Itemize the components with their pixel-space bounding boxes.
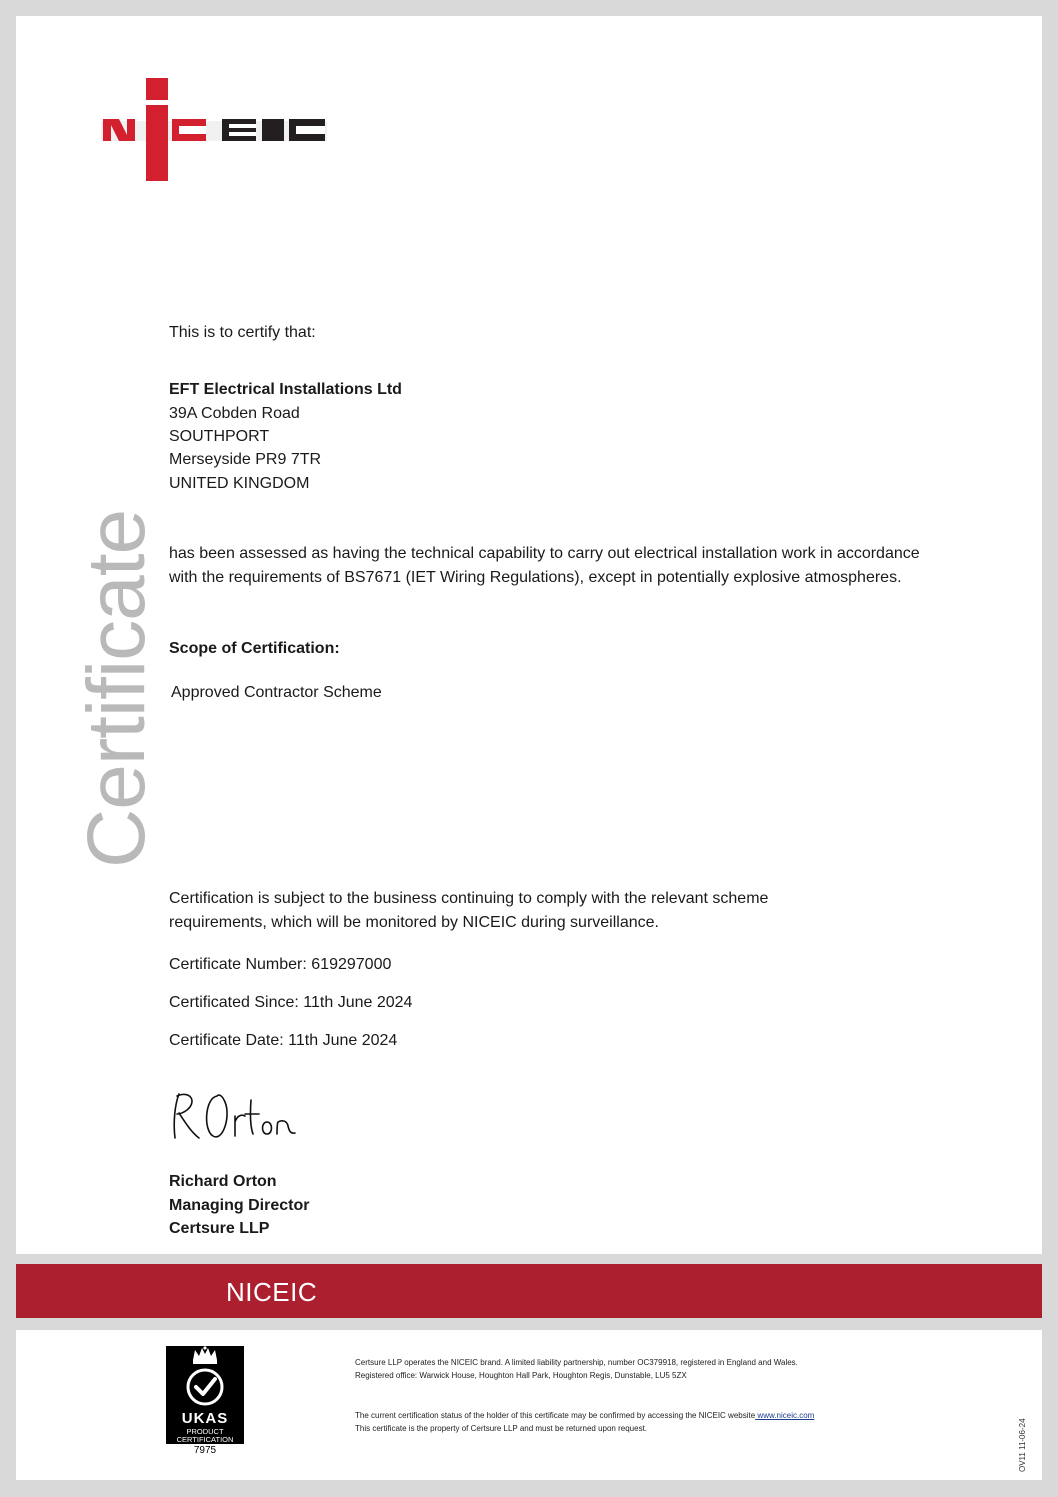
niceic-band <box>16 1264 1042 1318</box>
address-line: SOUTHPORT <box>169 428 270 445</box>
footer-line: Registered office: Warwick House, Houghton Hall Park, Houghton Regis, Dunstable, LU5 5ZX <box>355 1371 687 1380</box>
footer <box>16 1330 1042 1480</box>
ukas-label: UKAS <box>181 1410 229 1427</box>
footer-status-text: The current certification status of the holder of this certificate may be confirmed by accessing the NICEIC website <box>355 1411 756 1420</box>
certificated-since <box>169 991 412 1015</box>
company-name: EFT Electrical Installations Ltd <box>169 381 402 398</box>
ukas-mark <box>166 1346 244 1462</box>
certificate-sheet <box>16 16 1042 1254</box>
scope-value: Approved Contractor Scheme <box>171 684 382 701</box>
crown-icon <box>166 1346 244 1408</box>
certificate-number <box>169 953 391 977</box>
address-line: 39A Cobden Road <box>169 405 300 422</box>
ukas-number: 7975 <box>193 1445 217 1456</box>
intro-text: This is to certify that: <box>169 324 316 341</box>
certificate-watermark: Certificate <box>71 509 162 868</box>
conditions-text: Certification is subject to the business continuing to comply with the relevant scheme requirements, which will be monitored by NICEIC during surveillance. <box>169 890 769 931</box>
signatory-title: Managing Director <box>169 1197 310 1214</box>
version-code: OV11 11-06-24 <box>1018 1418 1027 1472</box>
certificate-number-value: 619297000 <box>311 956 392 973</box>
signatory-company: Certsure LLP <box>169 1220 270 1237</box>
assessment-text: has been assessed as having the technical capability to carry out electrical installation work in accordance with the requirements of BS7671 (IET Wiring Regulations), except in potentially explosive atmospheres. <box>169 545 920 586</box>
footer-status-line <box>355 1409 814 1422</box>
address-line: UNITED KINGDOM <box>169 475 310 492</box>
signatory-name: Richard Orton <box>169 1173 277 1190</box>
scope-heading: Scope of Certification: <box>169 640 340 657</box>
ukas-sub2: CERTIFICATION <box>176 1435 234 1444</box>
certificate-date <box>169 1029 397 1053</box>
band-label: NICEIC <box>226 1277 318 1307</box>
signature-image <box>169 1086 309 1146</box>
ukas-sub1: PRODUCT <box>186 1427 224 1436</box>
footer-line: Certsure LLP operates the NICEIC brand. A limited liability partnership, number OC379918, registered in England and Wales. <box>355 1358 798 1367</box>
certificated-since-label: Certificated Since: <box>169 994 299 1011</box>
footer-line: This certificate is the property of Certsure LLP and must be returned upon request. <box>355 1424 648 1433</box>
certificate-date-value: 11th June 2024 <box>288 1032 398 1049</box>
certificated-since-value: 11th June 2024 <box>303 994 413 1011</box>
niceic-website-link[interactable]: www.niceic.com <box>755 1411 815 1420</box>
certificate-date-label: Certificate Date: <box>169 1032 284 1049</box>
address-line: Merseyside PR9 7TR <box>169 451 322 468</box>
certificate-number-label: Certificate Number: <box>169 956 307 973</box>
ukas-badge <box>166 1346 244 1444</box>
niceic-logo <box>101 77 327 181</box>
